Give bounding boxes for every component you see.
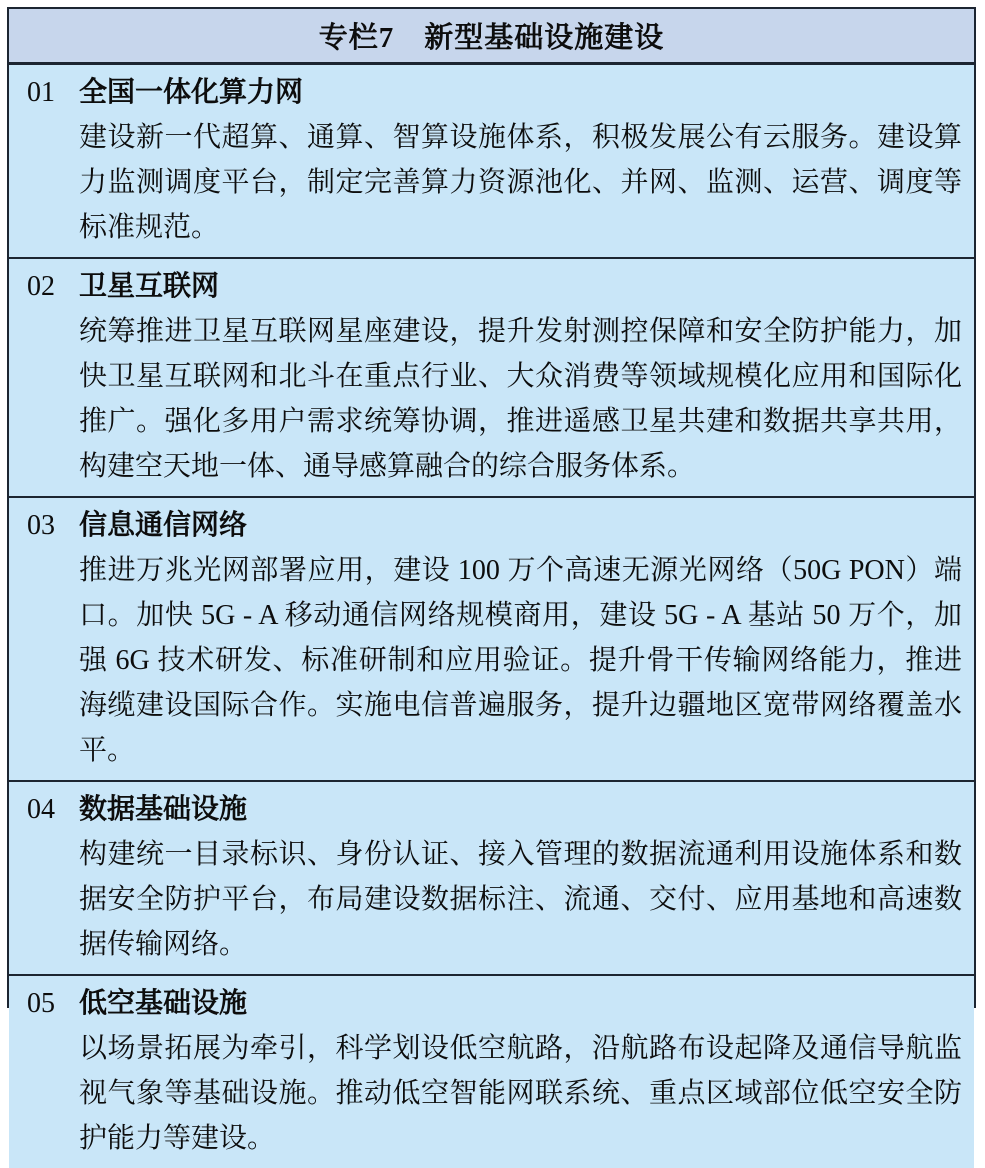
item-number: 03 — [27, 510, 55, 541]
item-number: 01 — [27, 77, 55, 108]
item-title: 全国一体化算力网 — [79, 77, 304, 108]
item-number: 05 — [27, 988, 55, 1019]
box-header — [9, 9, 974, 65]
item-number: 04 — [27, 794, 55, 825]
table-row-01 — [9, 65, 974, 257]
table-row-02 — [9, 257, 974, 496]
item-body: 以场景拓展为牵引，科学划设低空航路，沿航路布设起降及通信导航监视气象等基础设施。推动低空智能网联系统、重点区域部位低空安全防护能力等建设。 — [79, 1033, 962, 1154]
item-title: 低空基础设施 — [79, 988, 248, 1019]
item-body: 推进万兆光网部署应用，建设 100 万个高速无源光网络（50G PON）端口。加快 5G - A 移动通信网络规模商用，建设 5G - A 基站 50 万个，加强 6G 技术研发、标准研制和应用验证。提升骨干传输网络能力，推进海缆建设国际合作。实施电信普遍服务，提升边疆地区宽带网络覆盖水平。 — [79, 555, 962, 766]
table-row-03 — [9, 496, 974, 780]
item-body: 统筹推进卫星互联网星座建设，提升发射测控保障和安全防护能力，加快卫星互联网和北斗在重点行业、大众消费等领域规模化应用和国际化推广。强化多用户需求统筹协调，推进遥感卫星共建和数据共享共用，构建空天地一体、通导感算融合的综合服务体系。 — [79, 316, 962, 482]
item-title: 卫星互联网 — [79, 271, 220, 302]
table-row-04 — [9, 780, 974, 974]
item-title: 数据基础设施 — [79, 794, 248, 825]
item-number: 02 — [27, 271, 55, 302]
box-body — [9, 65, 974, 1168]
item-body: 建设新一代超算、通算、智算设施体系，积极发展公有云服务。建设算力监测调度平台，制定完善算力资源池化、并网、监测、运营、调度等标准规范。 — [79, 122, 962, 243]
table-row-05 — [9, 974, 974, 1168]
item-title: 信息通信网络 — [79, 510, 248, 541]
infrastructure-box — [7, 7, 976, 1154]
box-title: 专栏7 新型基础设施建设 — [318, 22, 665, 54]
item-body: 构建统一目录标识、身份认证、接入管理的数据流通利用设施体系和数据安全防护平台，布局建设数据标注、流通、交付、应用基地和高速数据传输网络。 — [79, 839, 962, 960]
